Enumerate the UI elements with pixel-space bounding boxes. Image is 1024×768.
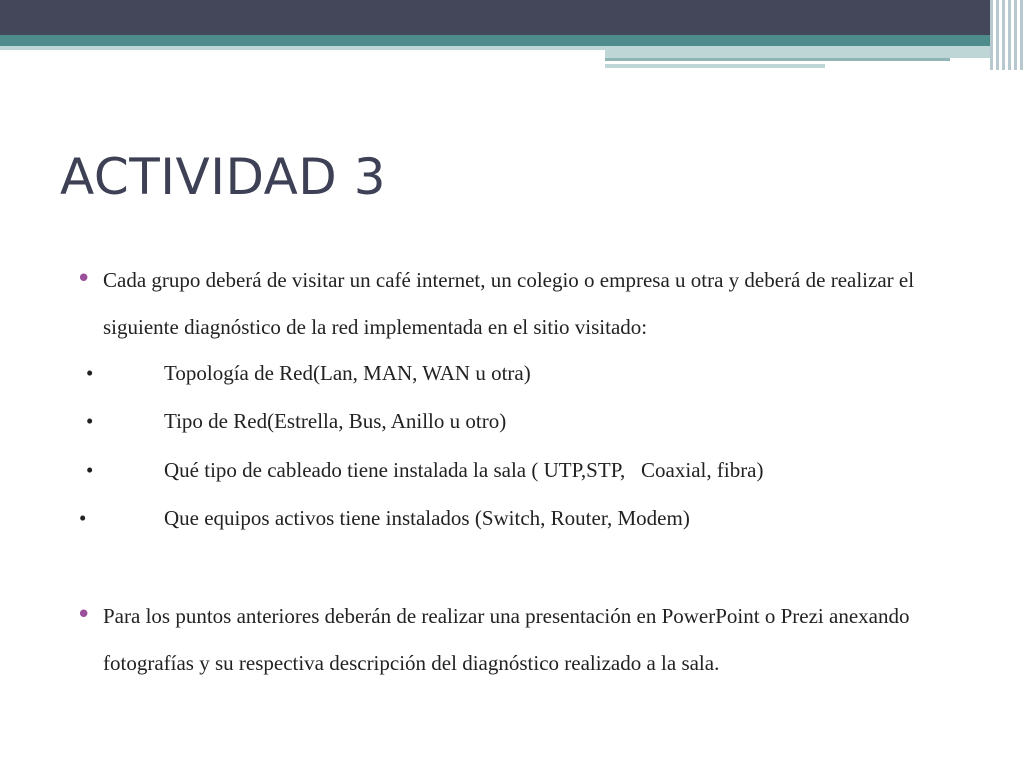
sub-bullet-dot-icon: • <box>86 361 94 385</box>
bullet-dot-icon: • <box>76 264 92 294</box>
sub-bullet-item <box>86 350 946 397</box>
header-right-line <box>605 64 825 68</box>
sub-bullet-dot-icon: • <box>79 506 87 530</box>
header-dark-band <box>0 0 1024 35</box>
header-stripes <box>990 0 1024 70</box>
sub-bullet-item <box>86 447 946 494</box>
header-light-band <box>0 46 605 50</box>
bullet-dot-icon: • <box>76 600 92 630</box>
sub-bullet-text: Que equipos activos tiene instalados (Switch, Router, Modem) <box>164 506 690 530</box>
sub-bullet-dot-icon: • <box>86 458 94 482</box>
sub-bullet-item <box>86 398 946 445</box>
sub-bullet-dot-icon: • <box>86 409 94 433</box>
sub-bullet-text: Topología de Red(Lan, MAN, WAN u otra) <box>164 361 531 385</box>
bullet-item <box>76 257 966 351</box>
header-right-line <box>605 58 950 61</box>
header-teal-band <box>0 35 1024 46</box>
bullet-text: Para los puntos anteriores deberán de realizar una presentación en PowerPoint o Prezi anexando fotografías y su respectiva descripción del diagnóstico realizado a la sala. <box>103 604 910 675</box>
sub-bullet-item <box>79 495 939 542</box>
sub-bullet-text: Tipo de Red(Estrella, Bus, Anillo u otro) <box>164 409 507 433</box>
bullet-item <box>76 593 966 687</box>
sub-bullet-text: Qué tipo de cableado tiene instalada la sala ( UTP,STP, Coaxial, fibra) <box>164 458 764 482</box>
header-right-band <box>605 46 1024 58</box>
bullet-text: Cada grupo deberá de visitar un café internet, un colegio o empresa u otra y deberá de realizar el siguiente diagnóstico de la red implementada en el sitio visitado: <box>103 268 915 339</box>
slide-title: ACTIVIDAD 3 <box>60 148 387 206</box>
